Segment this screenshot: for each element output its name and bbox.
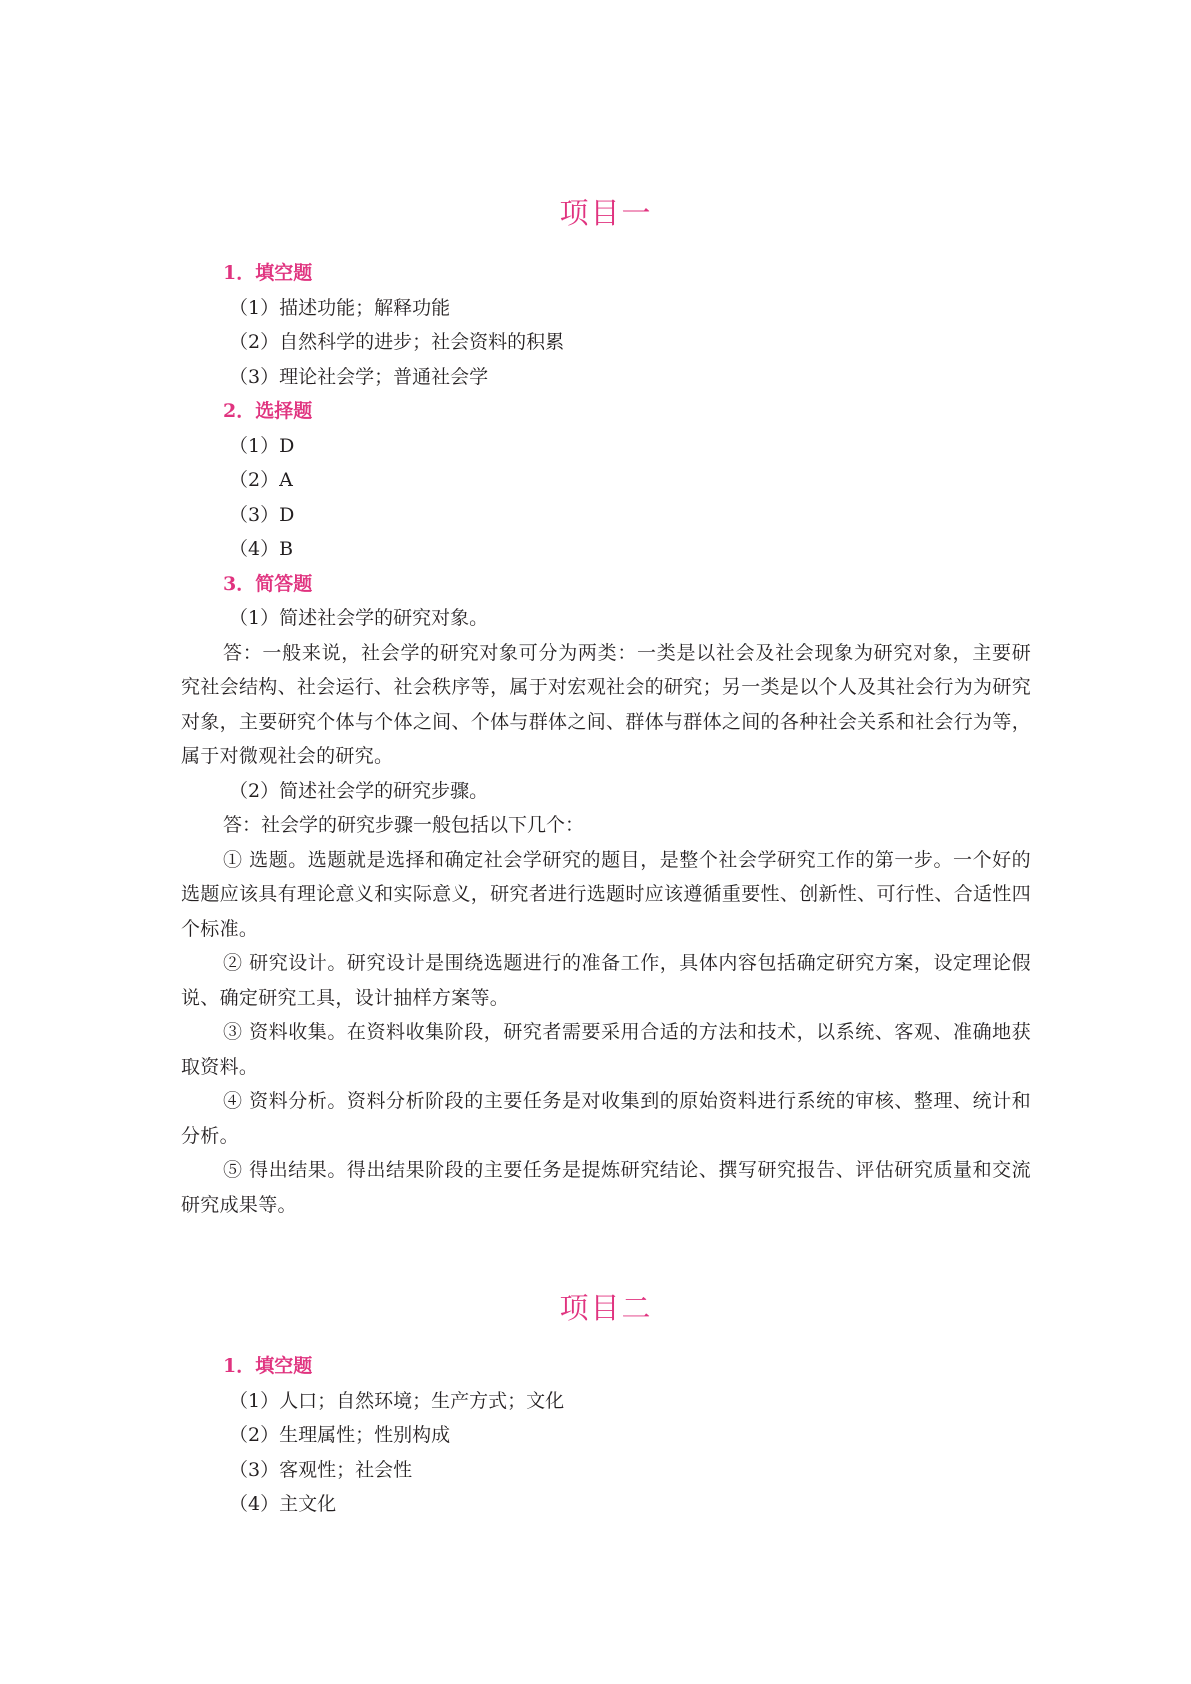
answer-item: （2）生理属性；性别构成: [229, 1424, 451, 1446]
answer-item: （3）D: [229, 503, 295, 526]
step-paragraph: ① 选题。选题就是选择和确定社会学研究的题目，是整个社会学研究工作的第一步。一个好的选题应该具有理论意义和实际意义，研究者进行选题时应该遵循重要性、创新性、可行性、合适性四个标准。: [181, 848, 1031, 940]
answer-item: （4）B: [229, 538, 294, 560]
section-heading-fill-blank: 1．填空题: [223, 262, 313, 284]
answer-2-intro: 答：社会学的研究步骤一般包括以下几个：: [223, 814, 585, 836]
answer-item: （1）人口；自然环境；生产方式；文化: [229, 1389, 565, 1412]
step-paragraph: ④ 资料分析。资料分析阶段的主要任务是对收集到的原始资料进行系统的审核、整理、统计和分析。: [181, 1090, 1031, 1147]
answer-item: （1）D: [229, 434, 295, 457]
project-1-title: 项目一: [559, 196, 653, 230]
answer-item: （4）主文化: [229, 1493, 337, 1515]
answer-1-paragraph: 答：一般来说，社会学的研究对象可分为两类：一类是以社会及社会现象为研究对象，主要研究社会结构、社会运行、社会秩序等，属于对宏观社会的研究；另一类是以个人及其社会行为为研究对象，主要研究个体与个体之间、个体与群体之间、群体与群体之间的各种社会关系和社会行为等，属于对微观社会的研究。: [181, 641, 1031, 767]
project-2-title: 项目二: [559, 1291, 653, 1325]
section-heading-choice: 2．选择题: [223, 400, 313, 422]
answer-item: （2）自然科学的进步；社会资料的积累: [229, 331, 565, 353]
answer-item: （1）描述功能；解释功能: [229, 296, 451, 319]
answer-item: （2）A: [229, 469, 293, 491]
section-heading-short-answer: 3．简答题: [223, 572, 313, 595]
step-paragraph: ⑤ 得出结果。得出结果阶段的主要任务是提炼研究结论、撰写研究报告、评估研究质量和交流研究成果等。: [181, 1159, 1031, 1216]
document-page: [181, 0, 1031, 1684]
question-2: （2）简述社会学的研究步骤。: [229, 779, 489, 802]
step-paragraph: ② 研究设计。研究设计是围绕选题进行的准备工作，具体内容包括确定研究方案，设定理论假说、确定研究工具，设计抽样方案等。: [181, 952, 1031, 1009]
answer-item: （3）客观性；社会性: [229, 1458, 413, 1481]
question-1: （1）简述社会学的研究对象。: [229, 607, 489, 629]
step-paragraph: ③ 资料收集。在资料收集阶段，研究者需要采用合适的方法和技术，以系统、客观、准确地获取资料。: [181, 1021, 1031, 1078]
project-1-content: [181, 256, 1031, 1222]
project-2-content: [181, 1349, 1031, 1522]
section-heading-fill-blank: 1．填空题: [223, 1355, 313, 1377]
answer-item: （3）理论社会学；普通社会学: [229, 365, 489, 388]
